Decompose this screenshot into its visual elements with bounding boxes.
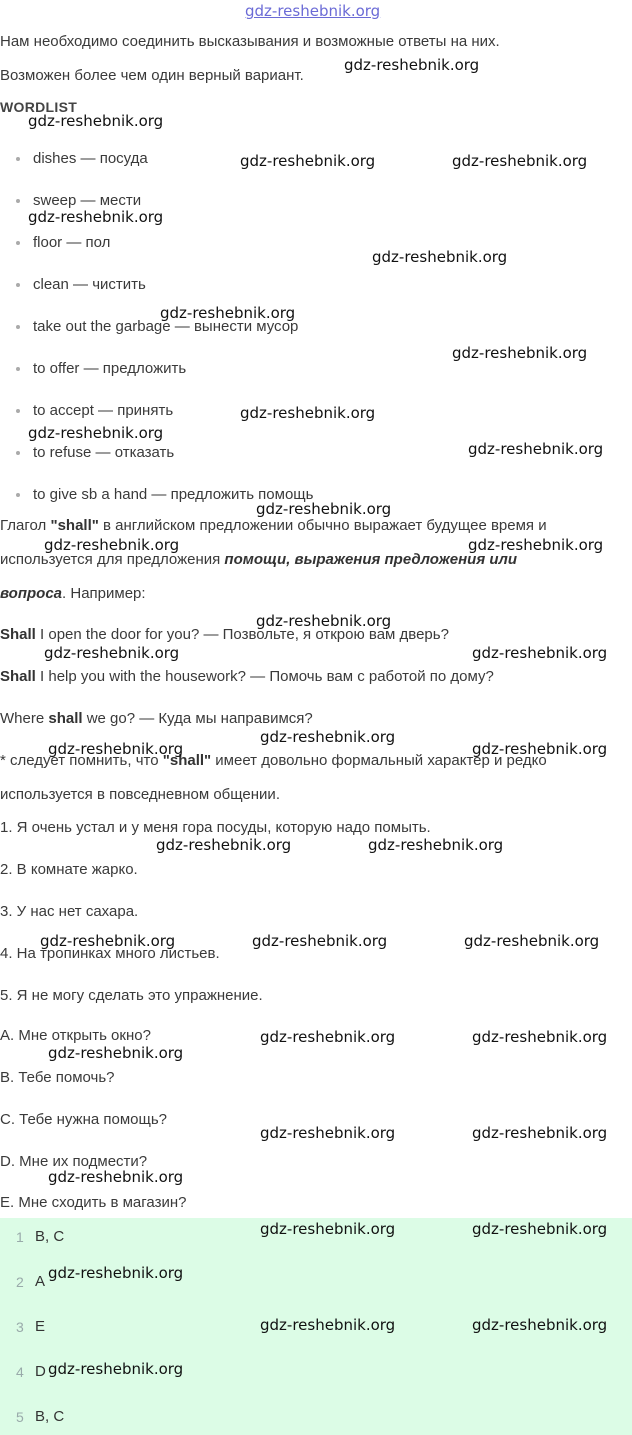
watermark: gdz-reshebnik.org	[472, 1220, 608, 1238]
statement: 1. Я очень устал и у меня гора посуды, которую надо помыть.	[0, 819, 431, 836]
watermark: gdz-reshebnik.org	[260, 1124, 396, 1142]
wordlist-item: to accept — принять	[33, 402, 174, 419]
statement: 4. На тропинках много листьев.	[0, 945, 220, 962]
bullet-icon	[16, 199, 20, 203]
watermark: gdz-reshebnik.org	[256, 612, 392, 630]
intro-line-2: Возможен более чем один верный вариант.	[0, 67, 304, 84]
watermark: gdz-reshebnik.org	[48, 1044, 184, 1062]
grammar-line-3: вопроса. Например:	[0, 585, 146, 602]
wordlist-item: sweep — мести	[33, 192, 142, 209]
answer-number: 3	[16, 1319, 24, 1335]
response: B. Тебе помочь?	[0, 1069, 115, 1086]
watermark: gdz-reshebnik.org	[160, 304, 296, 322]
watermark: gdz-reshebnik.org	[48, 1360, 184, 1378]
answer-number: 1	[16, 1229, 24, 1245]
wordlist-item: to give sb a hand — предложить помощь	[33, 486, 314, 503]
watermark: gdz-reshebnik.org	[368, 836, 504, 854]
bullet-icon	[16, 325, 20, 329]
wordlist-item: floor — пол	[33, 234, 111, 251]
wordlist-item: clean — чистить	[33, 276, 146, 293]
watermark: gdz-reshebnik.org	[260, 1316, 396, 1334]
watermark-top-link[interactable]: gdz-reshebnik.org	[245, 2, 381, 20]
answer-number: 5	[16, 1409, 24, 1425]
bullet-icon	[16, 409, 20, 413]
intro-line-1: Нам необходимо соединить высказывания и возможные ответы на них.	[0, 33, 500, 50]
wordlist-item: to refuse — отказать	[33, 444, 175, 461]
watermark: gdz-reshebnik.org	[452, 152, 588, 170]
watermark: gdz-reshebnik.org	[48, 740, 184, 758]
watermark: gdz-reshebnik.org	[260, 728, 396, 746]
answer-number: 4	[16, 1364, 24, 1380]
example-1: Shall I open the door for you? — Позвольте, я открою вам дверь?	[0, 626, 449, 643]
bullet-icon	[16, 241, 20, 245]
statement: 2. В комнате жарко.	[0, 861, 138, 878]
answer-number: 2	[16, 1274, 24, 1290]
watermark: gdz-reshebnik.org	[48, 1264, 184, 1282]
watermark: gdz-reshebnik.org	[252, 932, 388, 950]
watermark: gdz-reshebnik.org	[28, 208, 164, 226]
watermark: gdz-reshebnik.org	[260, 1028, 396, 1046]
bullet-icon	[16, 367, 20, 371]
watermark: gdz-reshebnik.org	[28, 424, 164, 442]
wordlist-item: to offer — предложить	[33, 360, 187, 377]
watermark: gdz-reshebnik.org	[260, 1220, 396, 1238]
answer-value: B, C	[35, 1228, 65, 1245]
note-line-1: * следует помнить, что "shall" имеет довольно формальный характер и редко	[0, 752, 547, 769]
wordlist-item: dishes — посуда	[33, 150, 148, 167]
note-line-2: используется в повседневном общении.	[0, 786, 280, 803]
bullet-icon	[16, 283, 20, 287]
statement: 5. Я не могу сделать это упражнение.	[0, 987, 263, 1004]
watermark: gdz-reshebnik.org	[240, 404, 376, 422]
wordlist-item: take out the garbage — вынести мусор	[33, 318, 299, 335]
bullet-icon	[16, 451, 20, 455]
watermark: gdz-reshebnik.org	[468, 440, 604, 458]
response: A. Мне открыть окно?	[0, 1027, 151, 1044]
wordlist-title: WORDLIST	[0, 99, 78, 115]
watermark: gdz-reshebnik.org	[472, 1028, 608, 1046]
example-2: Shall I help you with the housework? — Помочь вам с работой по дому?	[0, 668, 494, 685]
watermark: gdz-reshebnik.org	[156, 836, 292, 854]
answer-value: D	[35, 1363, 46, 1380]
watermark: gdz-reshebnik.org	[28, 112, 164, 130]
watermark: gdz-reshebnik.org	[344, 56, 480, 74]
watermark: gdz-reshebnik.org	[48, 1168, 184, 1186]
watermark: gdz-reshebnik.org	[464, 932, 600, 950]
answer-value: A	[35, 1273, 46, 1290]
watermark: gdz-reshebnik.org	[240, 152, 376, 170]
grammar-line-1: Глагол "shall" в английском предложении обычно выражает будущее время и	[0, 517, 547, 534]
answer-value: E	[35, 1318, 46, 1335]
response: D. Мне их подмести?	[0, 1153, 148, 1170]
bullet-icon	[16, 157, 20, 161]
response: C. Тебе нужна помощь?	[0, 1111, 167, 1128]
watermark: gdz-reshebnik.org	[256, 500, 392, 518]
statement: 3. У нас нет сахара.	[0, 903, 139, 920]
watermark: gdz-reshebnik.org	[472, 1316, 608, 1334]
grammar-line-2: используется для предложения помощи, выражения предложения или	[0, 551, 518, 568]
example-3: Where shall we go? — Куда мы направимся?	[0, 710, 313, 727]
bullet-icon	[16, 493, 20, 497]
response: E. Мне сходить в магазин?	[0, 1194, 187, 1211]
watermark: gdz-reshebnik.org	[44, 536, 180, 554]
watermark: gdz-reshebnik.org	[472, 740, 608, 758]
answer-value: B, C	[35, 1408, 65, 1425]
watermark: gdz-reshebnik.org	[472, 1124, 608, 1142]
watermark: gdz-reshebnik.org	[40, 932, 176, 950]
watermark: gdz-reshebnik.org	[452, 344, 588, 362]
watermark: gdz-reshebnik.org	[372, 248, 508, 266]
watermark: gdz-reshebnik.org	[44, 644, 180, 662]
watermark: gdz-reshebnik.org	[468, 536, 604, 554]
watermark: gdz-reshebnik.org	[472, 644, 608, 662]
